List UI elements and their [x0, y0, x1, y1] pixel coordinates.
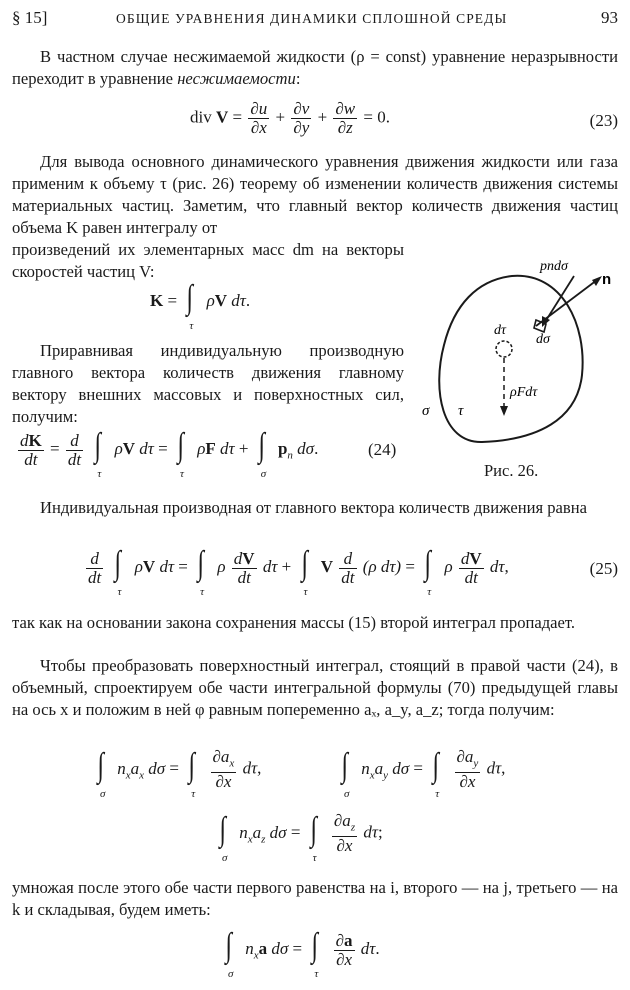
paragraph-products-masses: произведений их элементарных масс dm на векторы скоростей частиц V:	[12, 240, 404, 281]
page-number: 93	[601, 8, 618, 27]
running-title: ОБЩИЕ УРАВНЕНИЯ ДИНАМИКИ СПЛОШНОЙ СРЕДЫ	[116, 11, 508, 26]
equation-projection-y: ∫ σ $n_xa_y$ dσ = ∫ τ $\frac{\partial a_y}{\partial x}$ dτ,	[341, 746, 506, 800]
equation-vector-sum: ∫ σ $n_xa$ dσ = ∫ τ $\frac{\partial a}{\partial x}$ dτ.	[225, 927, 380, 980]
paragraph-mass-conservation: так как на основании закона сохранения массы (15) второй интеграл пропадает.	[12, 613, 576, 632]
label-pndsigma: pndσ	[540, 259, 568, 274]
figure-caption: Рис. 26.	[484, 461, 539, 480]
paragraph-incompressible: В частном случае несжимаемой жидкости (ρ = const) уравнение неразрывности переходит в уравнение несжимаемости:	[12, 47, 618, 88]
paragraph-momentum-theorem: Для вывода основного динамического уравнения движения жидкости или газа применим к объему τ (рис. 26) теорему об изменении количеств движения системы материальных частиц. Заметим, что главный вектор количеств движения частиц объема K равен интегралу от	[12, 152, 618, 237]
equation-24: $\frac{dK}{dt}$ = $\frac{d}{dt}$ ∫ τ ρV dτ = ∫ τ ρF dτ + ∫ σ $p_n$ dσ.	[20, 427, 319, 480]
label-sigma: σ	[422, 403, 430, 419]
figure-26-diagram	[412, 250, 622, 480]
label-dtau: dτ	[494, 323, 507, 338]
body-force-arrowhead	[500, 406, 508, 416]
label-rhofdtau: ρFdτ	[510, 385, 538, 400]
equation-momentum-integral: K = ∫ τ ρV dτ.	[150, 279, 251, 332]
paragraph-multiply-sum: умножая после этого обе части первого равенства на i, второго — на j, третьего — на k и складывая, будем иметь:	[12, 878, 618, 919]
pressure-vector-line	[545, 276, 574, 322]
equation-projection-z: ∫ σ $n_xa_z$ dσ = ∫ τ $\frac{\partial a_z}{\partial x}$ dτ;	[219, 810, 383, 864]
normal-arrowhead	[592, 276, 602, 286]
equation-25: $\frac{d}{dt}$ ∫ τ ρV dτ = ∫ τ ρ $\frac{dV}{dt}$ dτ + ∫ τ V $\frac{d}{dt}$ (ρ dτ) = ∫ τ ρ $\frac{dV}{dt}$ dτ,	[88, 545, 509, 598]
equation-number-23: (23)	[589, 111, 618, 130]
paragraph-individual-derivative: Индивидуальная производная от главного вектора количеств движения равна	[40, 498, 587, 517]
label-dsigma: dσ	[536, 332, 550, 347]
equation-projection-x: ∫ σ $n_xa_x$ dσ = ∫ τ $\frac{\partial a_x}{\partial x}$ dτ,	[97, 746, 262, 800]
equation-number-24: (24)	[368, 440, 397, 459]
emphasized-term: несжимаемости	[177, 69, 296, 88]
paragraph-surface-to-volume: Чтобы преобразовать поверхностный интеграл, стоящий в правой части (24), в объемный, спроектируем обе части интегральной формулы (70) предыдущей главы на ось x и положим в ней φ равным попеременно aₓ, a_y, a_z; тогда получим:	[12, 656, 618, 719]
equation-number-25: (25)	[589, 559, 618, 578]
paragraph-equating-derivative: Приравнивая индивидуальную производную главного вектора количеств движения главному вектору внешних массовых и поверхностных сил, получим:	[12, 341, 404, 426]
volume-element	[496, 341, 512, 357]
section-number: § 15]	[12, 8, 48, 27]
equation-23: div V = $\frac{\partial u}{\partial x}$ + $\frac{\partial v}{\partial y}$ + $\frac{\partial w}{\partial z}$ = 0.	[190, 99, 390, 137]
page-header	[12, 6, 618, 30]
label-n: n	[602, 271, 612, 288]
label-tau: τ	[458, 403, 464, 419]
